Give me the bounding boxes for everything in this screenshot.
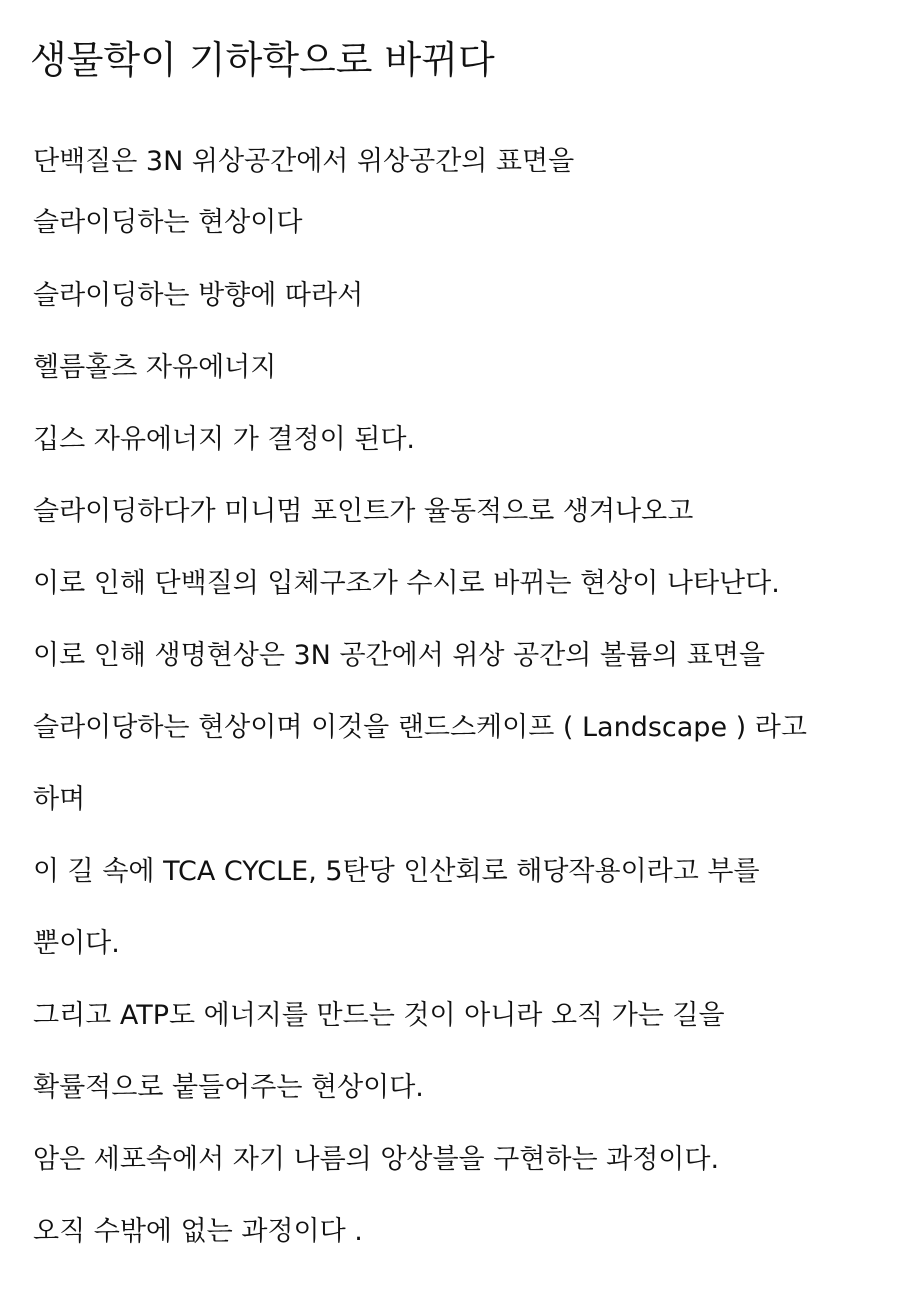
- paragraph-line-13: 그리고 ATP도 에너지를 만드는 것이 아니라 오직 가는 길을: [33, 1000, 725, 1031]
- paragraph-line-12: 뿐이다.: [33, 928, 120, 959]
- paragraph-line-9: 슬라이당하는 현상이며 이것을 랜드스케이프 ( Landscape ) 라고: [33, 712, 807, 743]
- document-title: 생물학이 기하학으로 바뀌다: [30, 38, 495, 82]
- paragraph-line-1: 단백질은 3N 위상공간에서 위상공간의 표면을: [33, 146, 575, 177]
- paragraph-line-15: 암은 세포속에서 자기 나름의 앙상블을 구현하는 과정이다.: [33, 1144, 720, 1175]
- paragraph-line-7: 이로 인해 단백질의 입체구조가 수시로 바뀌는 현상이 나타난다.: [33, 568, 780, 599]
- paragraph-line-14: 확률적으로 붙들어주는 현상이다.: [33, 1072, 424, 1103]
- paragraph-line-5: 깁스 자유에너지 가 결정이 된다.: [33, 424, 415, 455]
- paragraph-line-8: 이로 인해 생명현상은 3N 공간에서 위상 공간의 볼륨의 표면을: [33, 640, 766, 671]
- paragraph-line-16: 오직 수밖에 없는 과정이다 .: [33, 1216, 363, 1247]
- paragraph-line-6: 슬라이딩하다가 미니멈 포인트가 율동적으로 생겨나오고: [33, 496, 694, 527]
- paragraph-line-10: 하며: [33, 784, 86, 815]
- paragraph-line-2: 슬라이딩하는 현상이다: [33, 207, 303, 238]
- paragraph-line-4: 헬름홀츠 자유에너지: [33, 352, 277, 383]
- paragraph-line-11: 이 길 속에 TCA CYCLE, 5탄당 인산회로 해당작용이라고 부를: [33, 856, 760, 887]
- paragraph-line-3: 슬라이딩하는 방향에 따라서: [33, 280, 364, 311]
